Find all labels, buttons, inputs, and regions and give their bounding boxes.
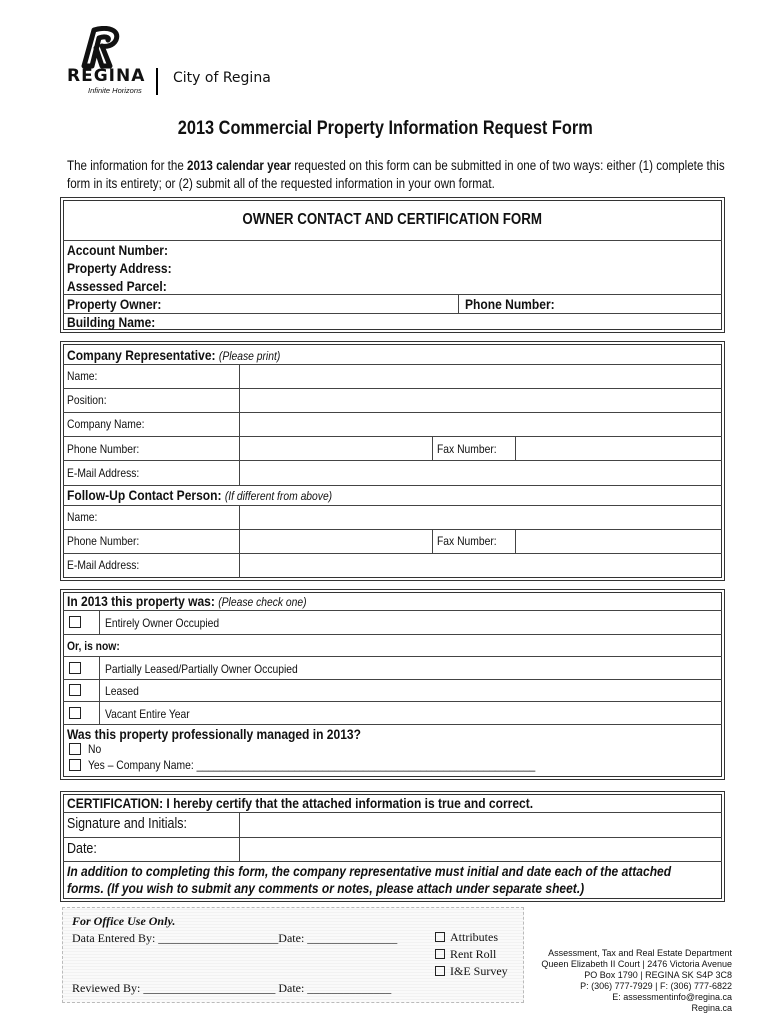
signature-field[interactable] <box>242 814 720 836</box>
cert-note-line2: forms. (If you wish to submit any comments or notes, please attach under separate sheet.) <box>67 880 585 896</box>
followup-fax-field[interactable] <box>518 531 720 552</box>
reviewed-by-line: Reviewed By: ______________________ Date: ______________ <box>72 981 392 995</box>
managed-no-label: No <box>88 742 102 756</box>
account-number-label: Account Number: <box>67 242 169 258</box>
followup-hint: (If different from above) <box>224 489 333 503</box>
partially-leased-checkbox[interactable] <box>69 662 81 674</box>
rent-roll-checkbox[interactable] <box>435 949 445 959</box>
cert-date-label: Date: <box>67 841 97 857</box>
property-owner-label: Property Owner: <box>67 296 162 312</box>
rep-company-field[interactable] <box>242 414 720 434</box>
followup-phone-field[interactable] <box>242 531 430 552</box>
logo-city: City of Regina <box>173 70 271 86</box>
rep-email-label: E-Mail Address: <box>67 466 140 480</box>
rep-email-field[interactable] <box>242 462 720 484</box>
rent-roll-label: Rent Roll <box>450 947 497 961</box>
followup-name-label: Name: <box>67 510 98 524</box>
signature-label: Signature and Initials: <box>67 816 187 832</box>
owner-section-heading: OWNER CONTACT AND CERTIFICATION FORM <box>242 211 543 228</box>
leased-checkbox[interactable] <box>69 684 81 696</box>
rep-company-label: Company Name: <box>67 417 145 431</box>
vacant-checkbox[interactable] <box>69 707 81 719</box>
followup-email-field[interactable] <box>242 555 720 576</box>
property-address-label: Property Address: <box>67 260 172 276</box>
cert-date-field[interactable] <box>242 839 720 860</box>
rep-name-field[interactable] <box>242 366 720 386</box>
assessed-parcel-label: Assessed Parcel: <box>67 278 167 294</box>
or-is-now-label: Or, is now: <box>67 639 120 653</box>
followup-fax-label: Fax Number: <box>437 534 497 548</box>
rep-hint: (Please print) <box>218 349 281 363</box>
ie-survey-label: I&E Survey <box>450 964 508 978</box>
managed-yes-checkbox[interactable] <box>69 759 81 771</box>
followup-heading: Follow-Up Contact Person: <box>67 487 222 503</box>
data-entered-line: Data Entered By: ____________________Date: _______________ <box>72 931 398 945</box>
vacant-label: Vacant Entire Year <box>105 707 190 721</box>
attributes-label: Attributes <box>450 930 498 944</box>
property-heading: In 2013 this property was: <box>67 593 215 609</box>
dept-name: Assessment, Tax and Real Estate Department <box>548 948 732 958</box>
dept-address: Queen Elizabeth II Court | 2476 Victoria Avenue <box>541 959 732 969</box>
attributes-checkbox[interactable] <box>435 932 445 942</box>
ie-survey-checkbox[interactable] <box>435 966 445 976</box>
regina-r-logo-icon <box>80 26 124 70</box>
managed-yes-label: Yes – Company Name: ___________________________________________________________ <box>88 758 536 772</box>
dept-po-box: PO Box 1790 | REGINA SK S4P 3C8 <box>584 970 732 980</box>
rep-phone-label: Phone Number: <box>67 442 140 456</box>
property-hint: (Please check one) <box>218 595 307 609</box>
dept-website[interactable]: Regina.ca <box>691 1003 732 1013</box>
followup-email-label: E-Mail Address: <box>67 558 140 572</box>
owner-phone-label: Phone Number: <box>465 296 555 312</box>
logo-tagline: Infinite Horizons <box>88 86 142 95</box>
rep-phone-field[interactable] <box>242 438 430 460</box>
office-use-heading: For Office Use Only. <box>72 914 176 928</box>
dept-email[interactable]: E: assessmentinfo@regina.ca <box>612 992 732 1002</box>
followup-phone-label: Phone Number: <box>67 534 140 548</box>
page-title: 2013 Commercial Property Information Request Form <box>177 118 593 139</box>
managed-question: Was this property professionally managed in 2013? <box>67 726 361 742</box>
intro-text: The information for the 2013 calendar year requested on this form can be submitted in one of two ways: either (1) complete this form in its entirety; or (2) submit all of the requested information in your own format. <box>67 158 725 191</box>
leased-label: Leased <box>105 684 139 698</box>
department-contact <box>502 948 732 1014</box>
followup-name-field[interactable] <box>242 507 720 528</box>
entirely-owner-occupied-checkbox[interactable] <box>69 616 81 628</box>
partially-leased-label: Partially Leased/Partially Owner Occupied <box>105 662 298 676</box>
cert-note-line1: In addition to completing this form, the company representative must initial and date each of the attached <box>67 863 672 879</box>
certification-heading: CERTIFICATION: I hereby certify that the attached information is true and correct. <box>67 795 534 811</box>
dept-phone-fax: P: (306) 777-7929 | F: (306) 777-6822 <box>580 981 732 991</box>
managed-no-checkbox[interactable] <box>69 743 81 755</box>
entirely-owner-occupied-label: Entirely Owner Occupied <box>105 616 220 630</box>
rep-fax-label: Fax Number: <box>437 442 497 456</box>
logo-divider <box>156 68 158 95</box>
rep-name-label: Name: <box>67 369 98 383</box>
building-name-label: Building Name: <box>67 314 156 330</box>
rep-position-field[interactable] <box>242 390 720 410</box>
logo-wordmark: REGINA <box>67 66 146 86</box>
rep-heading: Company Representative: <box>67 347 216 363</box>
rep-position-label: Position: <box>67 393 107 407</box>
rep-fax-field[interactable] <box>518 438 720 460</box>
